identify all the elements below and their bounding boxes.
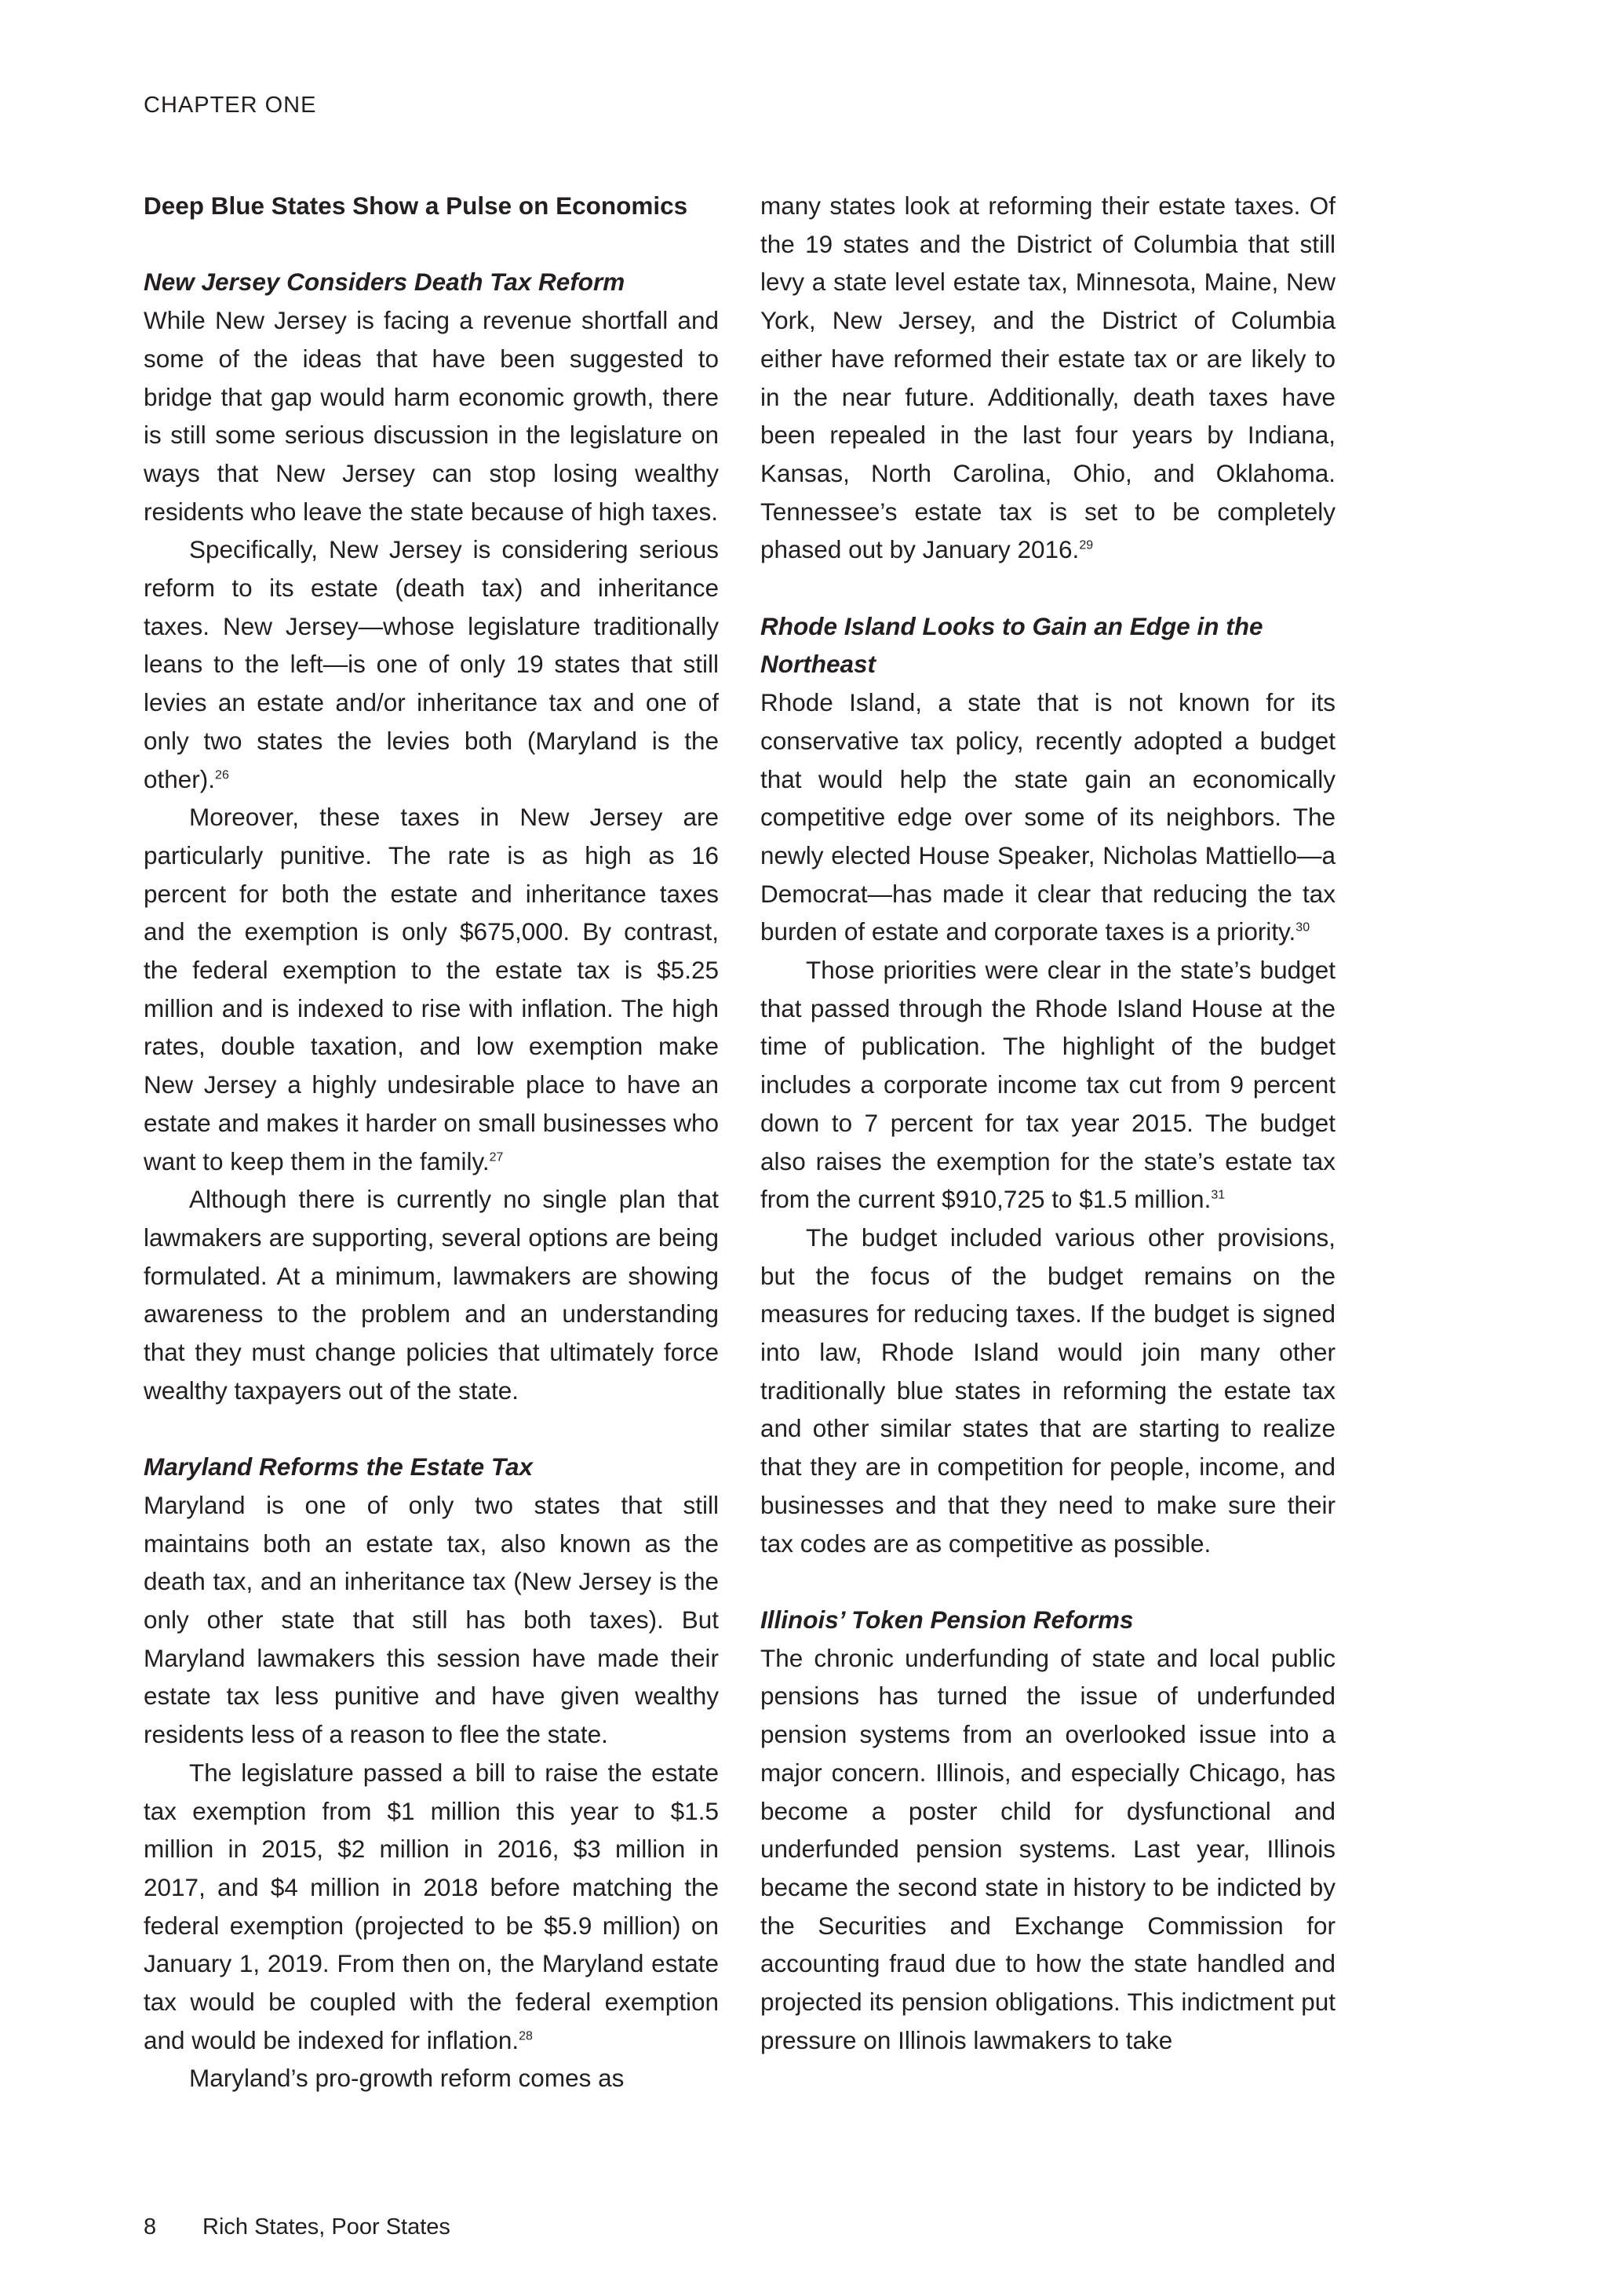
ri-paragraph-1 xyxy=(760,683,1336,951)
footnote-ref: 30 xyxy=(1295,920,1310,935)
nj-p2-text: Specifically, New Jersey is considering serious reform to its estate (death tax) and inheritance taxes. New Jersey—whose legislature traditionally leans to the left—is one of only 19 states that still levies an estate and/or inheritance tax and one of only two states the levies both (Maryland is the other). xyxy=(144,535,719,793)
spacer xyxy=(760,569,1336,607)
page-number: 8 xyxy=(144,2214,157,2240)
il-paragraph-1 xyxy=(760,1639,1336,2060)
right-column xyxy=(760,187,1336,2059)
ri-p3-text: The budget included various other provisions, but the focus of the budget remains on the measures for reducing taxes. If the budget is signed into law, Rhode Island would join many other traditionally blue states in reforming the estate tax and other similar states that are starting to realize that they are in competition for people, income, and businesses and that they need to make sure their tax codes are as competitive as possible. xyxy=(760,1223,1336,1558)
md-paragraph-3 xyxy=(144,2059,719,2097)
nj-p1-text: While New Jersey is facing a revenue shortfall and some of the ideas that have been suggested to bridge that gap would harm economic growth, there is still some serious discussion in the legislature on ways that New Jersey can stop losing wealthy residents who leave the state because of high taxes. xyxy=(144,306,719,526)
md-p2-text: The legislature passed a bill to raise the estate tax exemption from $1 million this year to $1.5 million in 2015, $2 million in 2016, $3 million in 2017, and $4 million in 2018 before matching the federal exemption (projected to be $5.9 million) on January 1, 2019. From then on, the Maryland estate tax would be coupled with the federal exemption and would be indexed for inflation. xyxy=(144,1758,719,2054)
nj-p3-text: Moreover, these taxes in New Jersey are particularly punitive. The rate is as high as 16 percent for both the estate and inheritance taxes and the exemption is only $675,000. By contrast, the federal exemption to the estate tax is $5.25 million and is indexed to rise with inflation. The high rates, double taxation, and low exemption make New Jersey a highly undesirable place to have an estate and makes it harder on small businesses who want to keep them in the family. xyxy=(144,803,719,1175)
spacer xyxy=(144,225,719,264)
ri-paragraph-3 xyxy=(760,1219,1336,1562)
md-paragraph-1 xyxy=(144,1486,719,1754)
section-title: Deep Blue States Show a Pulse on Economics xyxy=(144,191,688,220)
md-p3-text: Maryland’s pro-growth reform comes as xyxy=(189,2064,625,2093)
nj-paragraph-2 xyxy=(144,530,719,798)
left-column xyxy=(144,187,719,2097)
spacer xyxy=(144,1409,719,1448)
continued-text: many states look at reforming their estate taxes. Of the 19 states and the District of Columbia that still levy a state level estate tax, Minnesota, Maine, New York, New Jersey, and the District of Columbia either have reformed their estate tax or are likely to in the near future. Additionally, death taxes have been repealed in the last four years by Indiana, Kansas, North Carolina, Ohio, and Oklahoma. Tennessee’s estate tax is set to be completely phased out by January 2016. xyxy=(760,191,1336,564)
nj-subheading: New Jersey Considers Death Tax Reform xyxy=(144,268,625,297)
md-p1-text: Maryland is one of only two states that still maintains both an estate tax, also known as the death tax, and an inheritance tax (New Jersey is the only other state that still has both taxes). But Maryland lawmakers this session have made their estate tax less punitive and have given wealthy residents less of a reason to flee the state. xyxy=(144,1490,719,1749)
nj-p4-text: Although there is currently no single plan that lawmakers are supporting, several options are being formulated. At a minimum, lawmakers are showing awareness to the problem and an understanding that they must change policies that ultimately force wealthy taxpayers out of the state. xyxy=(144,1185,719,1405)
nj-paragraph-1 xyxy=(144,301,719,530)
md-subheading: Maryland Reforms the Estate Tax xyxy=(144,1452,533,1481)
spacer xyxy=(760,1562,1336,1601)
ri-subheading: Rhode Island Looks to Gain an Edge in the Northeast xyxy=(760,611,1263,679)
footnote-ref: 31 xyxy=(1211,1188,1226,1202)
footnote-ref: 27 xyxy=(489,1150,504,1164)
md-paragraph-2 xyxy=(144,1754,719,2060)
il-subheading: Illinois’ Token Pension Reforms xyxy=(760,1605,1134,1634)
footnote-ref: 26 xyxy=(215,768,229,782)
ri-paragraph-2 xyxy=(760,951,1336,1219)
nj-paragraph-3 xyxy=(144,798,719,1180)
footnote-ref: 29 xyxy=(1079,538,1094,552)
book-title: Rich States, Poor States xyxy=(202,2214,450,2240)
footnote-ref: 28 xyxy=(519,2029,533,2043)
ri-p1-text: Rhode Island, a state that is not known for its conservative tax policy, recently adopted a budget that would help the state gain an economically competitive edge over some of its neighbors. The newly elected House Speaker, Nicholas Mattiello—a Democrat—has made it clear that reducing the tax burden of estate and corporate taxes is a priority. xyxy=(760,688,1336,946)
page-footer xyxy=(144,2214,450,2240)
nj-paragraph-4 xyxy=(144,1180,719,1409)
ri-p2-text: Those priorities were clear in the state’s budget that passed through the Rhode Island House at the time of publication. The highlight of the budget includes a corporate income tax cut from 9 percent down to 7 percent for tax year 2015. The budget also raises the exemption for the state’s estate tax from the current $910,725 to $1.5 million. xyxy=(760,956,1336,1214)
il-p1-text: The chronic underfunding of state and local public pensions has turned the issue of underfunded pension systems from an overlooked issue into a major concern. Illinois, and especially Chicago, has become a poster child for dysfunctional and underfunded pension systems. Last year, Illinois became the second state in history to be indicted by the Securities and Exchange Commission for accounting fraud due to how the state handled and projected its pension obligations. This indictment put pressure on Illinois lawmakers to take xyxy=(760,1643,1336,2054)
continued-paragraph xyxy=(760,187,1336,569)
chapter-header: CHAPTER ONE xyxy=(144,93,317,118)
